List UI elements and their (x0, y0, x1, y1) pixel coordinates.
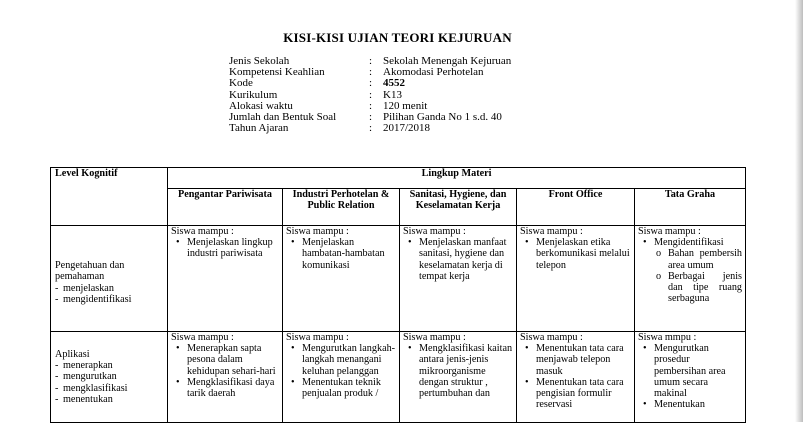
info-label: Jumlah dan Bentuk Soal (229, 111, 337, 124)
cell-intro: Siswa mampu : (171, 332, 234, 343)
info-label: Tahun Ajaran (229, 122, 289, 135)
info-label: Alokasi waktu (229, 99, 293, 112)
list-item: - mengurutkan (55, 371, 164, 382)
list-item: • Mengidentifikasi (638, 237, 742, 248)
info-separator: : (369, 122, 373, 135)
info-label: Kompetensi Keahlian (229, 66, 325, 79)
cell-intro: Siswa mampu : (638, 226, 701, 237)
column-header: Sanitasi, Hygiene, dan Keselamatan Kerja (400, 189, 517, 226)
column-header: Pengantar Pariwisata (168, 189, 283, 226)
materi-cell (168, 226, 283, 332)
materi-cell (517, 332, 635, 423)
level-cell (51, 332, 168, 423)
sub-list (638, 248, 742, 304)
bullet-list (286, 343, 396, 399)
list-item: • Mengurutkan prosedur pembersihan area umum secara makinal (638, 343, 742, 399)
list-item: • Menentukan tata cara pengisian formulir reservasi (520, 377, 631, 411)
page-edge-shadow (795, 0, 803, 422)
bullet-list (638, 237, 742, 248)
lingkup-materi-header: Lingkup Materi (168, 168, 746, 189)
list-item: • Menentukan (638, 399, 742, 410)
level-list (55, 360, 164, 405)
column-header: Front Office (517, 189, 635, 226)
info-value: 4552 (383, 77, 405, 90)
list-item: o Berbagai jenis dan tipe ruang serbaguna (654, 271, 742, 305)
document-info (229, 56, 511, 134)
list-item: • Menjelaskan manfaat sanitasi, hygiene dan keselamatan kerja di tempat kerja (403, 237, 513, 282)
column-header: Industri Perhotelan & Public Relation (283, 189, 400, 226)
info-value: K13 (383, 88, 402, 101)
cell-intro: Siswa mampu : (403, 332, 466, 343)
list-item: o Bahan pembersih area umum (654, 248, 742, 270)
list-item: • Menjelaskan lingkup industri pariwisata (171, 237, 279, 259)
bullet-list (520, 343, 631, 410)
info-label: Jenis Sekolah (229, 55, 290, 67)
bullet-list (403, 343, 513, 399)
level-kognitif-header: Level Kognitif (51, 168, 168, 226)
materi-cell (283, 226, 400, 332)
level-title: Pengetahuan dan (55, 260, 125, 272)
materi-cell (283, 332, 400, 423)
list-item: - mengidentifikasi (55, 294, 164, 305)
cell-intro: Siswa mampu : (171, 226, 234, 237)
bullet-list (403, 237, 513, 282)
level-text (55, 252, 164, 305)
level-cell (51, 226, 168, 332)
bullet-list (171, 237, 279, 259)
info-row (229, 78, 511, 89)
column-header: Tata Graha (635, 189, 746, 226)
info-separator: : (369, 111, 373, 124)
list-item: • Menjelaskan etika berkomunikasi melalui telepon (520, 237, 631, 271)
list-item: - menerapkan (55, 360, 164, 371)
materi-cell (635, 332, 746, 423)
info-label: Kurikulum (229, 88, 278, 101)
materi-cell (400, 332, 517, 423)
list-item: • Mengklasifikasi kaitan antara jenis-jenis mikroorganisme dengan struktur , pertumbuhan dan (403, 343, 513, 399)
info-row (229, 123, 511, 134)
materi-cell (168, 332, 283, 423)
cell-intro: Siswa mampu : (520, 332, 583, 343)
info-separator: : (369, 55, 373, 67)
cell-intro: Siswa mampu : (286, 226, 349, 237)
materi-cell (400, 226, 517, 332)
bullet-list (638, 343, 742, 410)
info-separator: : (369, 88, 373, 101)
info-value: Sekolah Menengah Kejuruan (383, 55, 512, 67)
info-separator: : (369, 66, 373, 79)
cell-intro: Siswa mampu : (286, 332, 349, 343)
kisi-kisi-table (50, 167, 746, 423)
list-item: • Menentukan teknik penjualan produk / (286, 377, 396, 399)
list-item: • Menentukan tata cara menjawab telepon masuk (520, 343, 631, 377)
list-item: • Mengklasifikasi daya tarik daerah (171, 377, 279, 399)
info-separator: : (369, 99, 373, 112)
level-text (55, 349, 164, 405)
list-item: - menentukan (55, 394, 164, 405)
materi-cell (517, 226, 635, 332)
info-value: Pilihan Ganda No 1 s.d. 40 (383, 111, 502, 124)
info-separator: : (369, 77, 373, 90)
cell-intro: Siswa mmpu : (638, 332, 697, 343)
list-item: - mengklasifikasi (55, 383, 164, 394)
level-title: pemahaman (55, 271, 105, 283)
document-title: KISI-KISI UJIAN TEORI KEJURUAN (283, 30, 512, 45)
materi-cell (635, 226, 746, 332)
bullet-list (171, 343, 279, 399)
info-value: 2017/2018 (383, 122, 431, 135)
info-value: Akomodasi Perhotelan (383, 66, 484, 79)
table-row (51, 226, 746, 332)
info-label: Kode (229, 77, 253, 90)
cell-intro: Siswa mampu : (403, 226, 466, 237)
list-item: - menjelaskan (55, 283, 164, 294)
table-row (51, 332, 746, 423)
bullet-list (286, 237, 396, 271)
level-list (55, 283, 164, 305)
list-item: • Menjelaskan hambatan-hambatan komunikasi (286, 237, 396, 271)
info-value: 120 menit (383, 99, 428, 112)
bullet-list (520, 237, 631, 271)
level-title: Aplikasi (55, 348, 90, 360)
list-item: • Mengurutkan langkah-langkah menangani keluhan pelanggan (286, 343, 396, 377)
list-item: • Menerapkan sapta pesona dalam kehidupan sehari-hari (171, 343, 279, 377)
cell-intro: Siswa mampu : (520, 226, 583, 237)
